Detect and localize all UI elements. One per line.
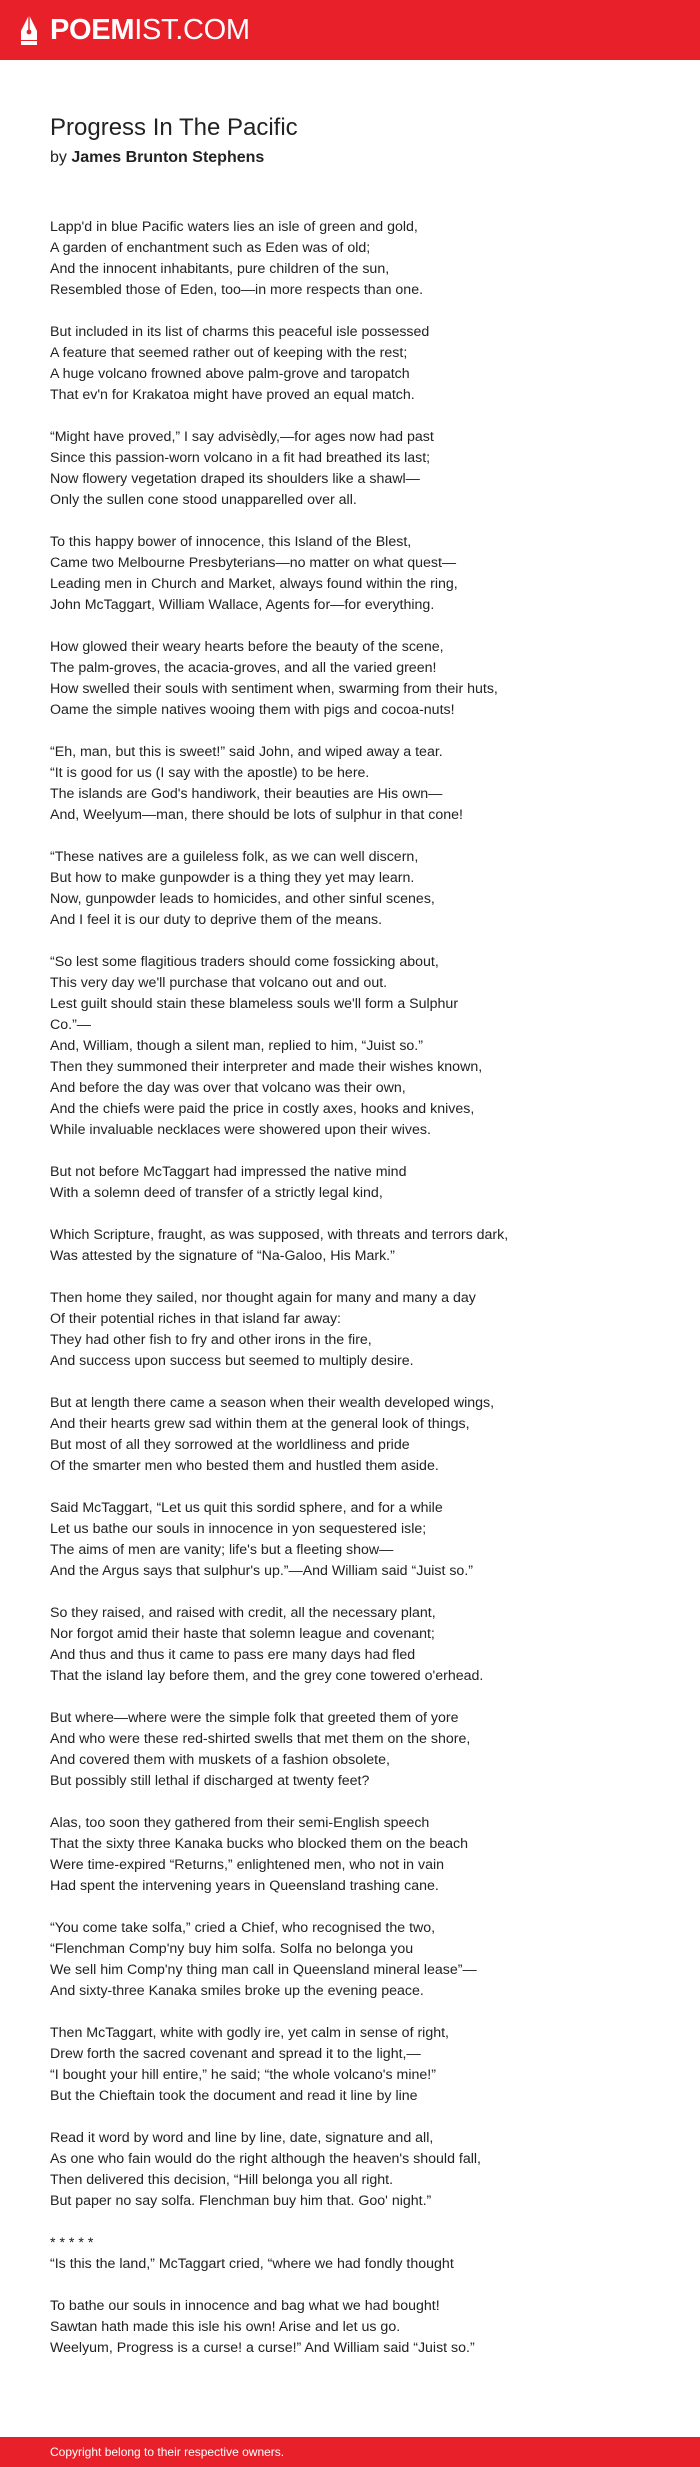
poem-line: Then delivered this decision, “Hill belonga you all right.	[50, 2172, 394, 2188]
poem-line: Lest guilt should stain these blameless souls we'll form a Sulphur	[50, 996, 459, 1012]
poem-line: How swelled their souls with sentiment when, swarming from their huts,	[50, 681, 498, 697]
poem-line: Resembled those of Eden, too—in more respects than one.	[50, 282, 424, 298]
poem-line: Then McTaggart, white with godly ire, yet calm in sense of right,	[50, 2025, 450, 2041]
poem-line: Was attested by the signature of “Na-Galoo, His Mark.”	[50, 1248, 395, 1264]
poem-body	[50, 217, 670, 2380]
poem-line: Weelyum, Progress is a curse! a curse!” And William said “Juist so.”	[50, 2340, 475, 2356]
poem-stanza	[50, 427, 670, 511]
poem-line: “So lest some flagitious traders should come fossicking about,	[50, 954, 439, 970]
poem-line: Then they summoned their interpreter and made their wishes known,	[50, 1059, 483, 1075]
poem-stanza	[50, 322, 670, 406]
poem-line: Had spent the intervening years in Queensland trashing cane.	[50, 1878, 439, 1894]
poem-line: But included in its list of charms this peaceful isle possessed	[50, 324, 430, 340]
poem-line: And the chiefs were paid the price in costly axes, hooks and knives,	[50, 1101, 475, 1117]
poem-line: Oame the simple natives wooing them with pigs and cocoa-nuts!	[50, 702, 455, 718]
poem-line: But most of all they sorrowed at the worldliness and pride	[50, 1437, 410, 1453]
poem-line: “These natives are a guileless folk, as we can well discern,	[50, 849, 419, 865]
poem-line: “It is good for us (I say with the apostle) to be here.	[50, 765, 370, 781]
poem-line: “Might have proved,” I say advisèdly,—for ages now had past	[50, 429, 434, 445]
poem-stanza	[50, 742, 670, 826]
poem-line: And, Weelyum—man, there should be lots of sulphur in that cone!	[50, 807, 463, 823]
poem-line: But how to make gunpowder is a thing they yet may learn.	[50, 870, 415, 886]
poem-line: And who were these red-shirted swells that met them on the shore,	[50, 1731, 471, 1747]
poem-line: Sawtan hath made this isle his own! Arise and let us go.	[50, 2319, 401, 2335]
poem-stanza	[50, 1708, 670, 1792]
poem-line: But not before McTaggart had impressed the native mind	[50, 1164, 407, 1180]
poem-stanza	[50, 847, 670, 931]
pen-nib-icon	[18, 14, 40, 46]
poem-line: A garden of enchantment such as Eden was of old;	[50, 240, 371, 256]
poem-stanza	[50, 2023, 670, 2107]
poem-line: John McTaggart, William Wallace, Agents for—for everything.	[50, 597, 435, 613]
poem-stanza	[50, 2128, 670, 2212]
poem-line: Only the sullen cone stood unapparelled over all.	[50, 492, 357, 508]
poem-line: Said McTaggart, “Let us quit this sordid sphere, and for a while	[50, 1500, 443, 1516]
poem-line: And before the day was over that volcano was their own,	[50, 1080, 406, 1096]
logo-text-strong: POEM	[50, 14, 135, 46]
poem-line: Lapp'd in blue Pacific waters lies an isle of green and gold,	[50, 219, 418, 235]
poem-line: But possibly still lethal if discharged at twenty feet?	[50, 1773, 370, 1789]
poem-stanza	[50, 1918, 670, 2002]
poem-line: We sell him Comp'ny thing man call in Queensland mineral lease”—	[50, 1962, 477, 1978]
poem-line: * * * * *	[50, 2235, 94, 2251]
poem-line: And their hearts grew sad within them at the general look of things,	[50, 1416, 470, 1432]
poem-line: Let us bathe our souls in innocence in yon sequestered isle;	[50, 1521, 427, 1537]
poem-line: Drew forth the sacred covenant and spread it to the light,—	[50, 2046, 421, 2062]
poem-line: How glowed their weary hearts before the beauty of the scene,	[50, 639, 444, 655]
poem-line: A feature that seemed rather out of keeping with the rest;	[50, 345, 408, 361]
poem-line: And thus and thus it came to pass ere many days had fled	[50, 1647, 416, 1663]
poem-stanza	[50, 1498, 670, 1582]
poem-line: They had other fish to fry and other irons in the fire,	[50, 1332, 372, 1348]
site-logo-text	[50, 14, 250, 46]
poem-line: That ev'n for Krakatoa might have proved an equal match.	[50, 387, 415, 403]
poem-line: Read it word by word and line by line, date, signature and all,	[50, 2130, 434, 2146]
poem-line: And I feel it is our duty to deprive them of the means.	[50, 912, 383, 928]
poem-line: Which Scripture, fraught, as was supposed, with threats and terrors dark,	[50, 1227, 509, 1243]
poem-line: But the Chieftain took the document and read it line by line	[50, 2088, 418, 2104]
poem-line: Of the smarter men who bested them and hustled them aside.	[50, 1458, 439, 1474]
poem-line: But at length there came a season when their wealth developed wings,	[50, 1395, 495, 1411]
poem-line: And, William, though a silent man, replied to him, “Juist so.”	[50, 1038, 423, 1054]
poem-stanza	[50, 1813, 670, 1897]
poem-stanza	[50, 1603, 670, 1687]
by-prefix: by	[50, 149, 67, 166]
poem-line: Came two Melbourne Presbyterians—no matter on what quest—	[50, 555, 457, 571]
poem-line: But where—where were the simple folk that greeted them of yore	[50, 1710, 459, 1726]
poem-line: A huge volcano frowned above palm-grove and taropatch	[50, 366, 410, 382]
poem-line: This very day we'll purchase that volcano out and out.	[50, 975, 388, 991]
site-footer	[0, 2437, 700, 2467]
poem-line: That the island lay before them, and the grey cone towered o'erhead.	[50, 1668, 484, 1684]
poem-stanza	[50, 637, 670, 721]
byline	[50, 147, 264, 169]
poem-line: “Is this the land,” McTaggart cried, “where we had fondly thought	[50, 2256, 454, 2272]
poem-stanza	[50, 532, 670, 616]
poem-line: And sixty-three Kanaka smiles broke up the evening peace.	[50, 1983, 424, 1999]
poem-stanza	[50, 1393, 670, 1477]
poem-line: But paper no say solfa. Flenchman buy him that. Goo' night.”	[50, 2193, 432, 2209]
poem-line: Now flowery vegetation draped its shoulders like a shawl—	[50, 471, 420, 487]
poem-stanza	[50, 2296, 670, 2359]
poem-line: That the sixty three Kanaka bucks who blocked them on the beach	[50, 1836, 468, 1852]
poem-title: Progress In The Pacific	[50, 114, 298, 141]
poem-stanza	[50, 217, 670, 301]
poem-line: Leading men in Church and Market, always found within the ring,	[50, 576, 458, 592]
poem-line: The palm-groves, the acacia-groves, and all the varied green!	[50, 660, 437, 676]
poem-line: “Flenchman Comp'ny buy him solfa. Solfa no belonga you	[50, 1941, 414, 1957]
poem-line: As one who fain would do the right although the heaven's should fall,	[50, 2151, 481, 2167]
poem-line: Alas, too soon they gathered from their semi-English speech	[50, 1815, 430, 1831]
poem-line: And success upon success but seemed to multiply desire.	[50, 1353, 414, 1369]
site-header	[0, 0, 700, 60]
poem-line: The islands are God's handiwork, their beauties are His own—	[50, 786, 443, 802]
poem-stanza	[50, 952, 670, 1141]
site-logo[interactable]	[18, 14, 250, 46]
poem-author: James Brunton Stephens	[71, 149, 265, 166]
poem-line: So they raised, and raised with credit, all the necessary plant,	[50, 1605, 436, 1621]
poem-line: Then home they sailed, nor thought again for many and many a day	[50, 1290, 476, 1306]
poem-line: “Eh, man, but this is sweet!” said John, and wiped away a tear.	[50, 744, 443, 760]
poem-line: The aims of men are vanity; life's but a fleeting show—	[50, 1542, 394, 1558]
logo-text-light: IST.COM	[134, 14, 250, 46]
poem-line: Of their potential riches in that island far away:	[50, 1311, 341, 1327]
poem-line: And covered them with muskets of a fashion obsolete,	[50, 1752, 390, 1768]
poem-stanza	[50, 2233, 670, 2275]
poem-line: Were time-expired “Returns,” enlightened men, who not in vain	[50, 1857, 445, 1873]
poem-line: With a solemn deed of transfer of a strictly legal kind,	[50, 1185, 383, 1201]
poem-stanza	[50, 1162, 670, 1204]
poem-line: Now, gunpowder leads to homicides, and other sinful scenes,	[50, 891, 435, 907]
poem-stanza	[50, 1288, 670, 1372]
poem-line: To this happy bower of innocence, this Island of the Blest,	[50, 534, 412, 550]
poem-line: While invaluable necklaces were showered upon their wives.	[50, 1122, 431, 1138]
poem-line: “I bought your hill entire,” he said; “the whole volcano's mine!”	[50, 2067, 436, 2083]
poem-line: “You come take solfa,” cried a Chief, who recognised the two,	[50, 1920, 436, 1936]
poem-line: Co.”—	[50, 1017, 91, 1033]
poem-line: To bathe our souls in innocence and bag what we had bought!	[50, 2298, 440, 2314]
poem-line: Since this passion-worn volcano in a fit had breathed its last;	[50, 450, 431, 466]
poem-line: And the Argus says that sulphur's up.”—And William said “Juist so.”	[50, 1563, 473, 1579]
poem-stanza	[50, 1225, 670, 1267]
copyright-notice: Copyright belong to their respective owners.	[50, 2445, 285, 2459]
poem-line: Nor forgot amid their haste that solemn league and covenant;	[50, 1626, 435, 1642]
poem-line: And the innocent inhabitants, pure children of the sun,	[50, 261, 390, 277]
